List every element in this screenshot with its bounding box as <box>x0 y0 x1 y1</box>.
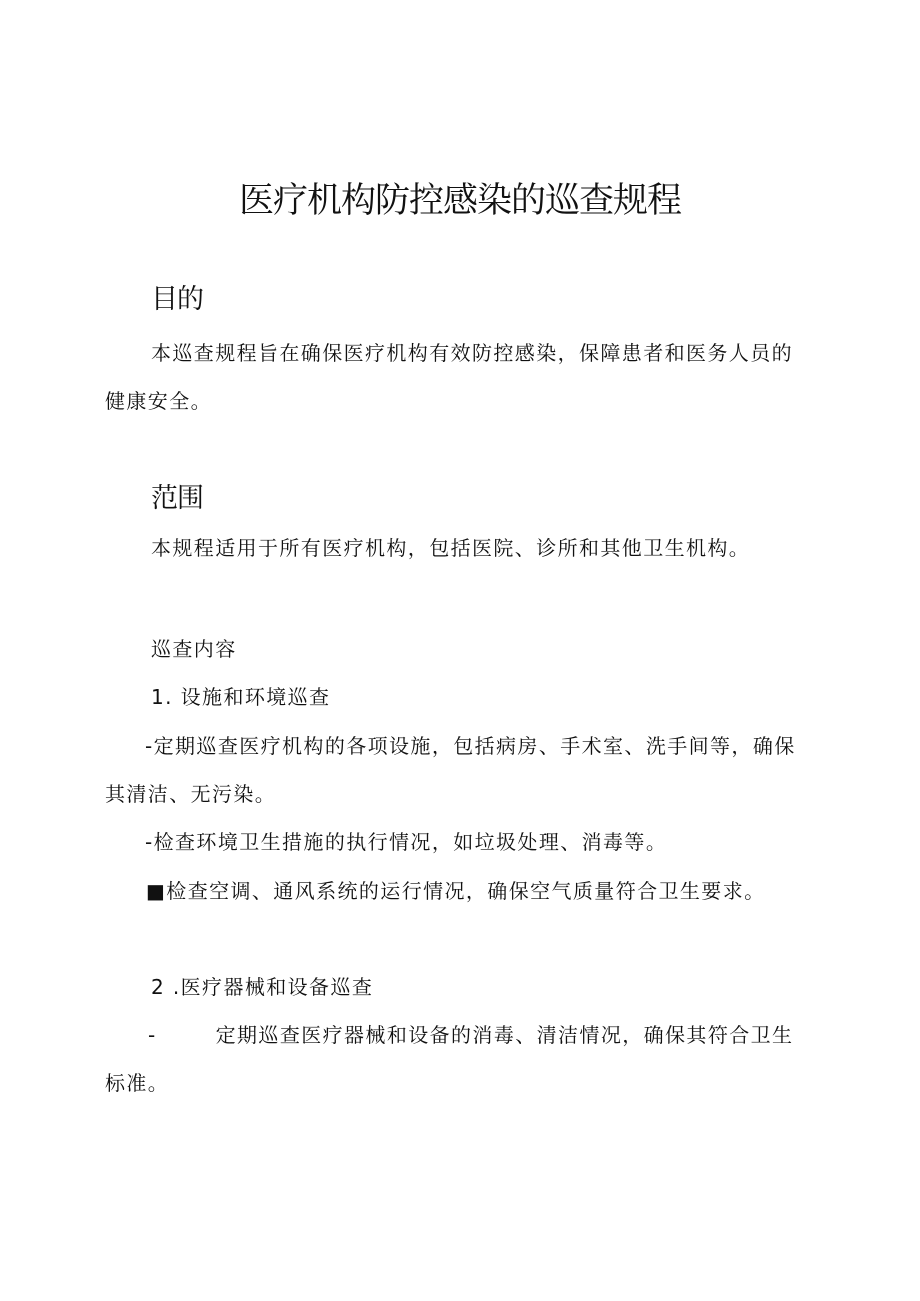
section-heading-scope: 范围 <box>151 483 203 514</box>
item-2-dash: - <box>148 1023 157 1047</box>
content-item-1-line-2: 其清洁、无污染。 <box>105 782 277 806</box>
scope-line-1: 本规程适用于所有医疗机构，包括医院、诊所和其他卫生机构。 <box>151 536 751 560</box>
content-item-2-line-1 <box>148 1021 860 1049</box>
document-title: 医疗机构防控感染的巡查规程 <box>238 181 681 221</box>
purpose-line-2: 健康安全。 <box>105 389 212 413</box>
section-heading-purpose: 目的 <box>151 284 203 315</box>
purpose-line-1: 本巡查规程旨在确保医疗机构有效防控感染，保障患者和医务人员的 <box>151 341 793 365</box>
content-item-1-line-4: ■检查空调、通风系统的运行情况，确保空气质量符合卫生要求。 <box>146 879 766 903</box>
item-2-line-1-text: 定期巡查医疗器械和设备的消毒、清洁情况，确保其符合卫生 <box>215 1023 794 1047</box>
content-item-2-title: 2 .医疗器械和设备巡查 <box>151 975 374 999</box>
content-item-1-title: 1. 设施和环境巡查 <box>151 685 331 709</box>
section-heading-content: 巡查内容 <box>151 637 237 661</box>
content-item-2-line-2: 标准。 <box>105 1071 170 1095</box>
content-item-1-line-3: -检查环境卫生措施的执行情况，如垃圾处理、消毒等。 <box>145 830 668 854</box>
content-item-1-line-1: -定期巡查医疗机构的各项设施，包括病房、手术室、洗手间等，确保 <box>145 734 796 758</box>
